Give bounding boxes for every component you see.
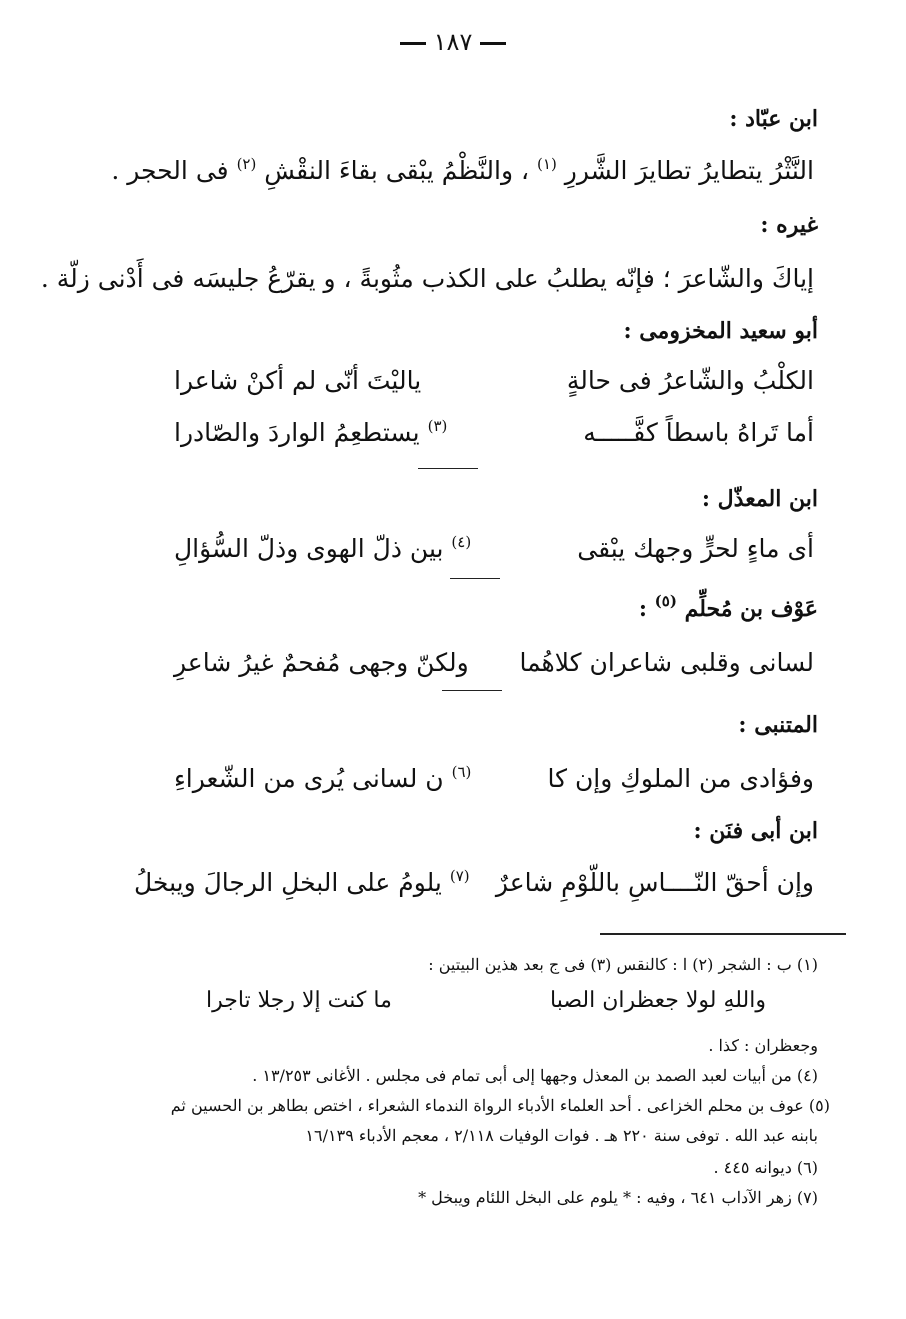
verse-hemistich-first: لسانى وقلبى شاعران كلاهُما: [519, 648, 814, 677]
page-number-dash-left: [400, 42, 426, 45]
tatweel-line: [442, 690, 502, 691]
footnote-ref-1: (١): [537, 155, 557, 173]
verse-line: [174, 366, 814, 395]
prose-text: النَّثْرُ يتطايرُ تطايرَ الشَّررِ: [564, 156, 814, 185]
footnote-ref-3: (٣): [427, 417, 448, 435]
verse-hemistich-first: أما تَراهُ باسطاً كفَّـــــه: [583, 418, 814, 447]
section-heading-awf: [638, 592, 818, 622]
verse-hemistich-second-wrap: [174, 534, 471, 563]
prose-line-2: إياكَ والشّاعرَ ؛ فإنّه يطلبُ على الكذب مثُوبةً ، و يقرّعُ جليسَه فى أَدْنى زلّة .: [40, 264, 814, 293]
section-heading-ibn-muadhdhal: ابن المعذّل :: [701, 486, 818, 512]
prose-line-1: [111, 155, 814, 185]
verse-hemistich-first: وإن أحقّ النّــــاسِ باللّوْمِ شاعرٌ: [495, 868, 814, 897]
verse-hemistich-first: أى ماءٍ لحرٍّ وجهك يبْقى: [577, 534, 814, 563]
section-heading-ibn-abbad: ابن عبّاد :: [729, 106, 818, 132]
prose-text: فى الحجر .: [111, 156, 229, 185]
verse-hemistich-second: يلومُ على البخلِ الرجالَ ويبخلُ: [134, 868, 442, 897]
heading-colon: :: [638, 596, 647, 622]
footnote-ref-4: (٤): [451, 533, 472, 551]
page-number-dash-right: [480, 42, 506, 45]
footnote-5-line-1: (٥) عوف بن محلم الخزاعى . أحد العلماء الأدباء الرواة الندماء الشعراء ، اختص بطاهر بن الحسين ثم: [170, 1096, 830, 1115]
verse-line: [174, 418, 814, 447]
page-number-text: ١٨٧: [433, 28, 473, 56]
footnote-ref-6: (٦): [451, 763, 472, 781]
footnote-7: (٧) زهر الآداب ٦٤١ ، وفيه : * يلوم على البخل اللئام ويبخل *: [418, 1188, 818, 1207]
footnote-ref-7: (٧): [449, 867, 470, 885]
footnote-ref-5: (٥): [654, 592, 677, 610]
verse-hemistich-second-wrap: [174, 764, 471, 793]
verse-hemistich-second-wrap: [174, 418, 447, 447]
verse-line: [174, 534, 814, 563]
verse-line: [174, 648, 814, 677]
verse-hemistich-second: بين ذلّ الهوى وذلّ السُّؤالِ: [174, 534, 444, 563]
section-heading-ghayruh: غيره :: [760, 212, 818, 238]
footnote-verse: [206, 988, 766, 1013]
prose-text: ، والنَّظْمُ يبْقى بقاءَ النقْشِ: [264, 156, 530, 185]
footnote-verse-first: واللهِ لولا جعظران الصبا: [549, 988, 766, 1013]
footnote-ref-2: (٢): [236, 155, 257, 173]
verse-hemistich-first: الكلْبُ والشّاعرُ فى حالةٍ: [566, 366, 814, 395]
footnote-note: وجعظران : كذا .: [708, 1036, 818, 1055]
verse-hemistich-first: وفؤادى من الملوكِ وإن كا: [547, 764, 814, 793]
verse-hemistich-second: ولكنّ وجهى مُفحمٌ غيرُ شاعرِ: [174, 648, 469, 677]
footnote-verse-second: ما كنت إلا رجلا تاجرا: [206, 988, 392, 1013]
verse-hemistich-second: يستطعِمُ الواردَ والصّادرا: [174, 418, 420, 447]
tatweel-line: [418, 468, 478, 469]
footnote-6: (٦) ديوانه ٤٤٥ .: [713, 1158, 818, 1177]
verse-hemistich-second: ياليْتَ أنّى لم أكنْ شاعرا: [174, 366, 422, 395]
verse-line: [134, 868, 814, 897]
page-number: [0, 28, 906, 56]
footnote-5-line-2: بابنه عبد الله . توفى سنة ٢٢٠ هـ . فوات الوفيات ٢/١١٨ ، معجم الأدباء ١٦/١٣٩: [305, 1126, 818, 1145]
verse-hemistich-second-wrap: [134, 868, 470, 897]
section-heading-abu-said: أبو سعيد المخزومى :: [623, 318, 818, 344]
section-heading-mutanabbi: المتنبى :: [738, 712, 818, 738]
tatweel-line: [450, 578, 500, 579]
heading-text: عَوْف بن مُحلِّم: [684, 596, 818, 622]
footnote-separator: [600, 933, 846, 935]
verse-line: [174, 764, 814, 793]
footnote-1-3: (١) ب : الشجر (٢) ا : كالنقس (٣) فى ج بعد هذين البيتين :: [428, 955, 818, 974]
footnote-4: (٤) من أبيات لعبد الصمد بن المعذل وجهها إلى أبى تمام فى مجلس . الأغانى ١٣/٢٥٣ .: [252, 1066, 818, 1085]
verse-hemistich-second: ن لسانى يُرى من الشّعراءِ: [174, 764, 444, 793]
section-heading-ibn-abi-fanan: ابن أبى فنَن :: [693, 818, 818, 844]
